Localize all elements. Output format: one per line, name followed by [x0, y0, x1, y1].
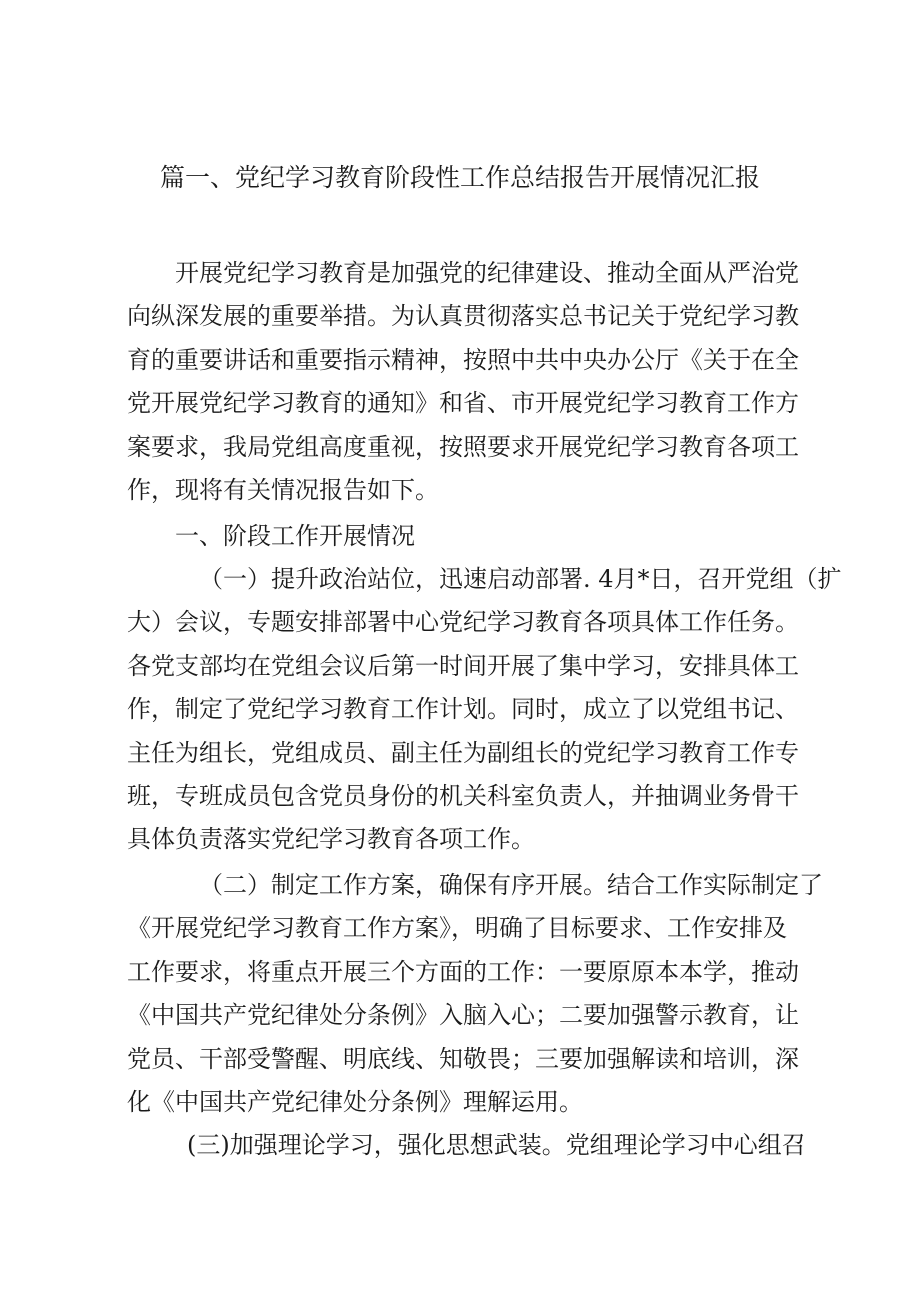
- item-1-paragraph: [127, 558, 842, 862]
- text-line: 案要求，我局党组高度重视，按照要求开展党纪学习教育各项工: [127, 432, 799, 461]
- intro-paragraph: [127, 252, 799, 512]
- text-line: 主任为组长，党组成员、副主任为副组长的党纪学习教育工作专: [127, 738, 799, 767]
- section-heading: [127, 515, 799, 558]
- text-line: 育的重要讲话和重要指示精神，按照中共中央办公厅《关于在全: [127, 345, 799, 374]
- text-line: （二）制定工作方案，确保有序开展。结合工作实际制定了: [199, 871, 823, 899]
- item-2-paragraph: [127, 864, 823, 1124]
- section-heading-text: 一、阶段工作开展情况: [175, 522, 415, 550]
- text-line: 工作要求，将重点开展三个方面的工作：一要原原本本学，推动: [127, 957, 799, 986]
- text-line: 《中国共产党纪律处分条例》入脑入心；二要加强警示教育，让: [127, 1001, 799, 1030]
- text-line: 作，现将有关情况报告如下。: [127, 476, 439, 505]
- text-line: 大）会议，专题安排部署中心党纪学习教育各项具体工作任务。: [127, 608, 799, 637]
- text-line: 作，制定了党纪学习教育工作计划。同时，成立了以党组书记、: [127, 695, 799, 724]
- text-line: 向纵深发展的重要举措。为认真贯彻落实总书记关于党纪学习教: [127, 302, 799, 331]
- text-line: 党员、干部受警醒、明底线、知敬畏；三要加强解读和培训，深: [127, 1044, 799, 1073]
- text-line: 化《中国共产党纪律处分条例》理解运用。: [127, 1088, 583, 1117]
- text-line: 《开展党纪学习教育工作方案》，明确了目标要求、工作安排及: [127, 914, 787, 943]
- item-3-paragraph: [127, 1124, 806, 1167]
- text-line: (三)加强理论学习，强化思想武装。党组理论学习中心组召: [187, 1131, 806, 1159]
- text-line: 具体负责落实党纪学习教育各项工作。: [127, 825, 535, 854]
- document-title: 篇一、党纪学习教育阶段性工作总结报告开展情况汇报: [159, 163, 760, 192]
- text-line: 各党支部均在党组会议后第一时间开展了集中学习，安排具体工: [127, 651, 799, 680]
- text-line: 班，专班成员包含党员身份的机关科室负责人，并抽调业务骨干: [127, 782, 799, 811]
- text-line: 党开展党纪学习教育的通知》和省、市开展党纪学习教育工作方: [127, 389, 799, 418]
- text-line: 开展党纪学习教育是加强党的纪律建设、推动全面从严治党: [175, 259, 799, 287]
- text-line: （一）提升政治站位，迅速启动部署. 4月*日，召开党组（扩: [199, 565, 842, 593]
